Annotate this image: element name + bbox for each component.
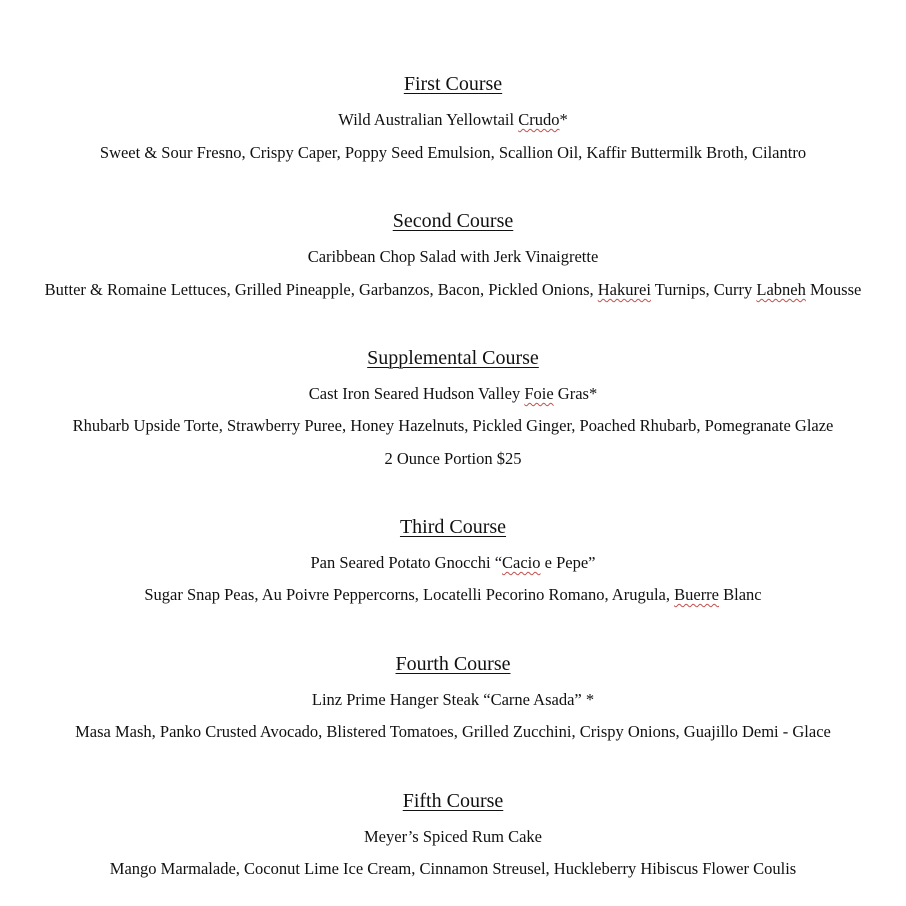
dish-text: Wild Australian Yellowtail bbox=[338, 110, 519, 129]
dish-fifth-course: Meyer’s Spiced Rum Cake bbox=[364, 827, 542, 846]
dish-text: Gras* bbox=[553, 384, 598, 403]
course-heading-third: Third Course bbox=[399, 516, 507, 538]
dish-first-course bbox=[0, 112, 906, 129]
dish-text: e Pepe” bbox=[540, 553, 596, 572]
course-heading-first: First Course bbox=[403, 73, 503, 95]
dish-text: Pan Seared Potato Gnocchi “ bbox=[310, 553, 503, 572]
course-heading-second: Second Course bbox=[392, 210, 514, 232]
description-text: Turnips, Curry bbox=[650, 280, 757, 299]
course-heading-supplemental: Supplemental Course bbox=[367, 347, 539, 369]
dish-fourth-course: Linz Prime Hanger Steak “Carne Asada” * bbox=[311, 690, 595, 709]
spellcheck-word: Crudo bbox=[518, 110, 560, 129]
course-heading-fifth: Fifth Course bbox=[402, 790, 504, 812]
spellcheck-word: Buerre bbox=[674, 585, 720, 604]
dish-supplemental-course bbox=[0, 386, 906, 403]
description-text: Butter & Romaine Lettuces, Grilled Pineapple, Garbanzos, Bacon, Pickled Onions, bbox=[44, 280, 598, 299]
description-second-course bbox=[0, 282, 906, 299]
price-note: 2 Ounce Portion $25 bbox=[384, 449, 522, 468]
spellcheck-word: Hakurei bbox=[597, 280, 651, 299]
dish-second-course: Caribbean Chop Salad with Jerk Vinaigrette bbox=[307, 247, 599, 266]
description-text: Sugar Snap Peas, Au Poivre Peppercorns, Locatelli Pecorino Romano, Arugula, bbox=[144, 585, 675, 604]
spellcheck-word: Labneh bbox=[756, 280, 806, 299]
dish-text: * bbox=[559, 110, 568, 129]
description-fifth-course: Mango Marmalade, Coconut Lime Ice Cream, Cinnamon Streusel, Huckleberry Hibiscus Flower Coulis bbox=[109, 859, 797, 878]
description-first-course: Sweet & Sour Fresno, Crispy Caper, Poppy Seed Emulsion, Scallion Oil, Kaffir Buttermilk Broth, Cilantro bbox=[99, 143, 807, 162]
description-supplemental-course: Rhubarb Upside Torte, Strawberry Puree, Honey Hazelnuts, Pickled Ginger, Poached Rhubarb, Pomegranate Glaze bbox=[72, 416, 834, 435]
description-text: Mousse bbox=[805, 280, 862, 299]
description-text: Blanc bbox=[719, 585, 762, 604]
dish-text: Cast Iron Seared Hudson Valley bbox=[308, 384, 525, 403]
course-heading-fourth: Fourth Course bbox=[395, 653, 511, 675]
spellcheck-word: Foie bbox=[524, 384, 554, 403]
dish-third-course bbox=[0, 555, 906, 572]
description-third-course bbox=[0, 587, 906, 604]
spellcheck-word: Cacio bbox=[502, 553, 541, 572]
description-fourth-course: Masa Mash, Panko Crusted Avocado, Blistered Tomatoes, Grilled Zucchini, Crispy Onions, Guajillo Demi - Glace bbox=[75, 722, 831, 741]
